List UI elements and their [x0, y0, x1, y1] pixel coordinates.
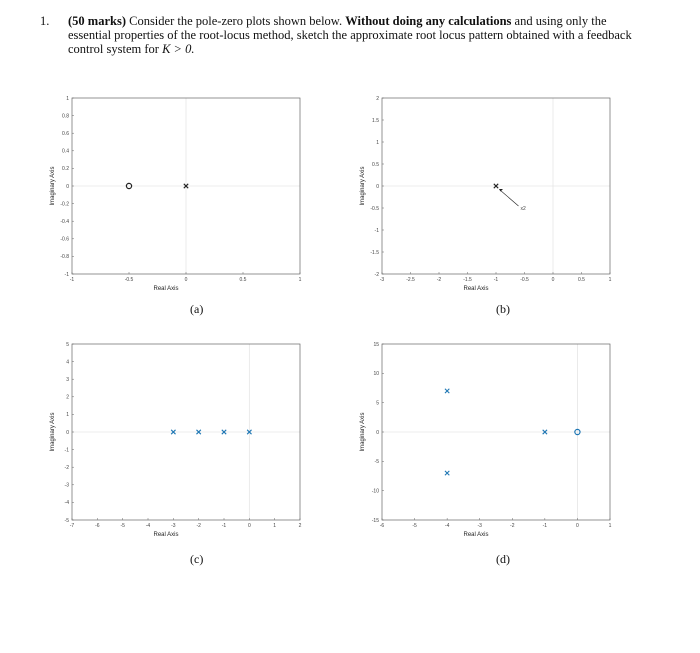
caption-b: (b) [496, 302, 510, 316]
plot-d [350, 338, 620, 553]
y-tick-label: 0.4 [62, 148, 69, 155]
question-text [40, 14, 640, 56]
y-axis-label: Imaginary Axis [360, 412, 366, 452]
x-tick-label: -7 [69, 523, 75, 529]
caption-d: (d) [496, 552, 510, 566]
x-tick-label: -3 [171, 523, 176, 529]
y-tick-label: 0.8 [62, 113, 69, 120]
question-condition: K > 0. [162, 42, 195, 56]
caption-c: (c) [190, 552, 204, 566]
y-tick-label: 3 [66, 377, 69, 383]
y-tick-label: 15 [373, 341, 379, 348]
plot-a-svg [40, 92, 310, 302]
x-tick-label: 0.5 [239, 277, 247, 283]
x-tick-label: -5 [412, 523, 417, 529]
x-tick-label: 1 [608, 523, 612, 529]
multiplicity-arrow [499, 189, 519, 206]
y-tick-label: 1 [376, 139, 379, 146]
x-tick-label: -2.5 [406, 277, 415, 283]
pole-marker [445, 389, 449, 393]
y-tick-label: -10 [371, 488, 379, 495]
y-tick-label: 1.5 [372, 117, 379, 124]
x-tick-label: 1 [608, 277, 612, 283]
y-tick-label: -4 [64, 500, 69, 507]
x-tick-label: 2 [298, 523, 302, 529]
y-tick-label: -15 [371, 517, 379, 524]
plot-c [40, 338, 310, 553]
x-tick-label: -2 [436, 277, 442, 283]
y-tick-label: 0 [376, 429, 379, 436]
x-tick-label: -0.5 [520, 277, 529, 283]
x-tick-label: 0 [184, 277, 188, 283]
x-tick-label: 1 [273, 523, 277, 529]
x-tick-label: -1 [69, 277, 75, 283]
x-tick-label: -1 [493, 277, 499, 283]
x-tick-label: -2 [196, 523, 201, 529]
y-tick-label: -1.5 [370, 249, 379, 256]
y-tick-label: 0 [66, 429, 69, 436]
x-tick-label: -6 [379, 523, 385, 529]
plot-c-svg [40, 338, 310, 548]
caption-a: (a) [190, 302, 204, 316]
y-tick-label: -0.6 [60, 236, 69, 243]
x-tick-label: -0.5 [124, 277, 134, 283]
y-tick-label: -5 [64, 517, 69, 524]
y-tick-label: 2 [66, 394, 69, 401]
y-tick-label: -0.4 [60, 219, 69, 225]
y-tick-label: -0.8 [60, 254, 69, 261]
x-axis-label: Real Axis [153, 286, 179, 292]
x-tick-label: 1 [298, 277, 302, 283]
y-tick-label: 0 [66, 183, 69, 190]
x-tick-label: 0.5 [578, 277, 585, 283]
y-axis-label: Imaginary Axis [50, 412, 56, 452]
question-intro: Consider the pole-zero plots shown below. [125, 14, 346, 28]
y-tick-label: -1 [64, 447, 69, 454]
y-tick-label: -2 [374, 271, 379, 278]
y-tick-label: 2 [376, 95, 379, 102]
y-tick-label: -1 [374, 227, 379, 234]
x-axis-label: Real Axis [463, 286, 489, 292]
y-tick-label: 4 [66, 359, 69, 366]
pole-marker [445, 471, 449, 475]
plot-b-svg [350, 92, 620, 302]
x-tick-label: -2 [510, 523, 515, 529]
y-tick-label: 0.6 [62, 131, 69, 137]
x-tick-label: -3 [379, 277, 385, 283]
y-tick-label: -5 [374, 459, 379, 466]
question-number: 1. [40, 14, 50, 28]
y-axis-label: Imaginary Axis [360, 166, 366, 206]
multiplicity-label: x2 [520, 206, 526, 212]
y-axis-label: Imaginary Axis [50, 166, 56, 206]
question-bold-phrase: Without doing any calculations [345, 14, 512, 28]
question-body [68, 14, 640, 56]
x-tick-label: 0 [247, 523, 251, 529]
x-tick-label: -5 [120, 523, 125, 529]
x-tick-label: 0 [551, 277, 555, 283]
y-tick-label: 0 [376, 183, 379, 190]
y-tick-label: 10 [373, 371, 379, 378]
x-tick-label: 0 [576, 523, 579, 529]
x-tick-label: -4 [145, 523, 151, 529]
x-tick-label: -3 [477, 523, 482, 529]
question-rest: and using only the essential properties of the root-locus method, sketch the approximate root locus pattern obtained with a feedback control system for [68, 14, 632, 56]
x-tick-label: -1.5 [463, 277, 472, 283]
x-tick-label: -6 [95, 523, 100, 529]
y-tick-label: 1 [66, 412, 69, 419]
y-tick-label: -1 [64, 271, 69, 278]
y-tick-label: -0.5 [370, 205, 379, 212]
plot-b [350, 92, 620, 307]
y-tick-label: -2 [64, 465, 69, 471]
question-marks: (50 marks) [68, 14, 126, 28]
x-tick-label: -4 [444, 523, 450, 529]
plot-d-svg [350, 338, 620, 548]
y-tick-label: 0.5 [372, 161, 379, 168]
x-axis-label: Real Axis [463, 532, 489, 538]
x-tick-label: -1 [542, 523, 548, 529]
y-tick-label: -0.2 [60, 201, 69, 208]
y-tick-label: 5 [376, 400, 379, 407]
y-tick-label: 1 [66, 95, 69, 102]
y-tick-label: -3 [64, 482, 69, 489]
x-tick-label: -1 [221, 523, 227, 529]
plot-a [40, 92, 310, 307]
y-tick-label: 5 [66, 341, 69, 348]
y-tick-label: 0.2 [62, 166, 69, 173]
x-axis-label: Real Axis [153, 532, 179, 538]
